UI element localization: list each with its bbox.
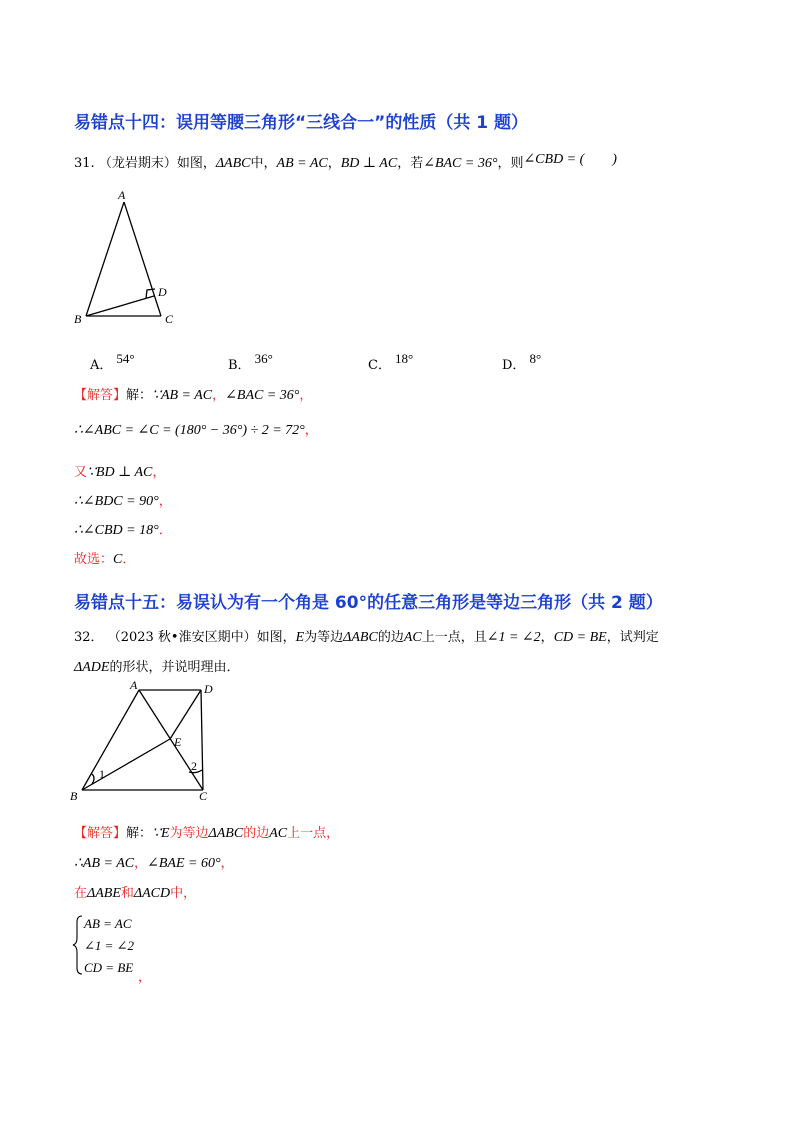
math-expr: ∠BAC = 36° [225, 388, 300, 403]
question-number: 32． [74, 630, 104, 645]
math-expr: ∠1 = ∠2 [486, 630, 541, 645]
punct: ， [304, 423, 318, 438]
math-expr: ∠BAC = 36° [423, 156, 498, 171]
question-number: 31. [74, 156, 95, 171]
answer-text: 解： [126, 826, 153, 841]
math-expr: AC [403, 630, 422, 645]
math-expr: E [295, 630, 305, 645]
option-b [228, 351, 273, 373]
answer-31-line-3 [74, 461, 165, 481]
answer-text: 和 [120, 886, 134, 901]
answer-text: 为等边 [169, 826, 209, 841]
system-eq-2: ∠1 = ∠2 [84, 938, 135, 953]
math-triangle: ΔABC [208, 826, 244, 841]
answer-32-line-3 [74, 882, 196, 902]
label-b: B [70, 789, 78, 803]
math-triangle: ΔACD [133, 886, 171, 901]
punct: ， [152, 465, 166, 480]
math-expr: ∴∠CBD = 18° [74, 523, 159, 538]
option-value: 8° [529, 351, 542, 366]
question-source: （龙岩期末）如图， [98, 156, 216, 171]
answer-31-line-5 [74, 519, 172, 539]
question-text: ， [327, 156, 341, 171]
option-c [368, 351, 414, 373]
math-triangle: ΔABC [343, 630, 378, 645]
answer-text: 又 [74, 465, 88, 480]
option-label: C． [368, 358, 391, 373]
math-expr: ∴∠BDC = 90° [74, 494, 159, 509]
punct: ， [212, 388, 226, 403]
answer-32-line-2 [74, 852, 234, 872]
segment-de [170, 690, 201, 739]
math-expr: ∵E [152, 826, 170, 841]
answer-text: 上一点， [287, 826, 340, 841]
math-expr: C [113, 552, 123, 567]
question-text: 中， [250, 156, 277, 171]
question-source: （2023 秋•淮安区期中）如图， [107, 630, 296, 645]
segment-ac [139, 690, 203, 790]
label-e: E [174, 735, 182, 749]
math-expr: ∠BAE = 60° [147, 856, 221, 871]
option-label: D． [502, 358, 526, 373]
math-expr: ∵AB = AC [152, 388, 213, 403]
question-text: 上一点，且 [421, 630, 487, 645]
math-expr: AB = AC [276, 156, 328, 171]
option-value: 18° [394, 351, 414, 366]
punct: ， [134, 856, 148, 871]
math-expr: ∴∠ABC = ∠C = (180° − 36°) ÷ 2 = 72° [74, 423, 305, 438]
segment-ab [86, 202, 124, 316]
answer-text: 的边 [243, 826, 270, 841]
answer-31-line-2 [74, 419, 318, 439]
answer-text: 在 [74, 886, 88, 901]
segment-dc [201, 690, 203, 790]
math-expr: ∠CBD = ( ) [523, 152, 617, 167]
math-expr: ∵BD ⊥ AC [87, 465, 153, 480]
system-eq-1: AB = AC [84, 916, 132, 931]
system-eq-3: CD = BE [84, 960, 134, 975]
label-d: D [204, 682, 213, 696]
system-end-punct: ， [138, 970, 152, 985]
answer-text: 中， [170, 886, 197, 901]
label-a: A [130, 680, 138, 692]
math-triangle: ΔABE [87, 886, 121, 901]
answer-32-line-1 [74, 822, 339, 842]
question-text: 的边 [377, 630, 404, 645]
option-label: B． [228, 358, 251, 373]
option-label: A． [90, 358, 113, 373]
label-b: B [74, 312, 82, 326]
punct: ． [122, 552, 136, 567]
question-text: ， [540, 630, 554, 645]
answer-31-line-1 [74, 384, 312, 404]
label-d: D [158, 285, 167, 299]
math-expr: AC [269, 826, 288, 841]
system-brace [72, 914, 84, 976]
question-text: 为等边 [304, 630, 344, 645]
math-expr: BD ⊥ AC [340, 156, 398, 171]
label-angle-2: 2 [191, 759, 197, 773]
question-32-line-1 [74, 626, 659, 646]
answer-text: 故选： [74, 552, 114, 567]
label-c: C [199, 789, 208, 803]
section-15-heading: 易错点十五：易误认为有一个角是 60°的任意三角形是等边三角形（共 2 题） [74, 593, 663, 613]
label-angle-1: 1 [99, 767, 105, 781]
segment-bd [86, 296, 154, 316]
label-c: C [165, 312, 174, 326]
option-a [90, 351, 135, 373]
segment-ba [82, 690, 139, 790]
figure-32 [66, 680, 226, 805]
question-text: ，试判定 [606, 630, 659, 645]
section-14-heading: 易错点十四：误用等腰三角形“三线合一”的性质（共 1 题） [74, 113, 529, 133]
question-text: 的形状，并说明理由． [109, 660, 240, 675]
math-triangle: ΔABC [215, 156, 251, 171]
option-value: 54° [116, 351, 135, 366]
figure-31 [66, 186, 186, 326]
question-text: ，则 [497, 156, 524, 171]
option-value: 36° [254, 351, 273, 366]
punct: ， [299, 388, 313, 403]
math-expr: CD = BE [553, 630, 607, 645]
math-expr: ∴AB = AC [74, 856, 135, 871]
answer-tag: 【解答】 [74, 388, 127, 403]
question-text: ，若 [397, 156, 424, 171]
question-32-line-2 [74, 656, 239, 676]
answer-31-line-4 [74, 490, 172, 510]
punct: ， [220, 856, 234, 871]
punct: ， [158, 494, 172, 509]
option-d [502, 351, 542, 373]
math-triangle: ΔADE [74, 660, 110, 675]
label-a: A [118, 188, 126, 202]
answer-31-line-6 [74, 548, 135, 568]
answer-text: 解： [126, 388, 153, 403]
segment-be [82, 739, 170, 790]
answer-tag: 【解答】 [74, 826, 127, 841]
punct: ． [158, 523, 172, 538]
question-31 [74, 152, 617, 172]
